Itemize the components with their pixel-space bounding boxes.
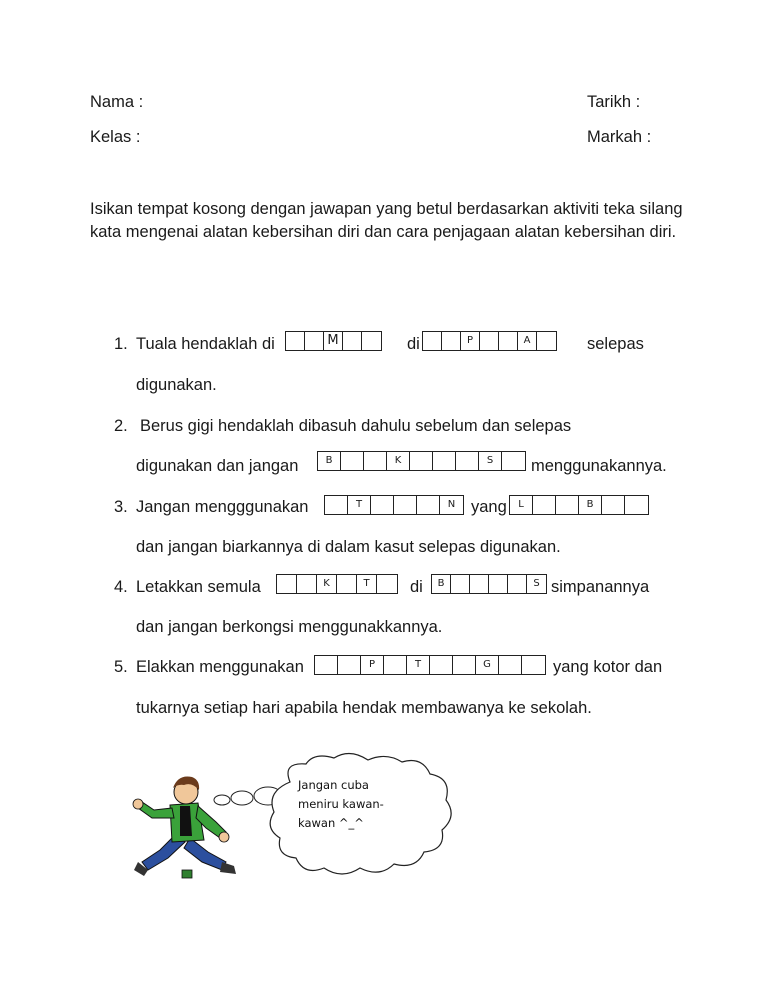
q2-text-a: Berus gigi hendaklah dibasuh dahulu sebelum dan selepas (140, 417, 572, 435)
q3-answer-boxes-2[interactable] (509, 495, 649, 515)
answer-cell[interactable]: K (317, 575, 337, 593)
marks-label: Markah : (587, 128, 652, 146)
answer-cell[interactable] (442, 332, 461, 350)
question-number-3: 3. (114, 498, 128, 516)
answer-cell[interactable] (341, 452, 364, 470)
class-label: Kelas : (90, 128, 141, 146)
bubble-line-2: meniru kawan- (298, 797, 384, 811)
q2-answer-boxes-1[interactable] (317, 451, 526, 471)
answer-cell[interactable] (537, 332, 556, 350)
answer-cell[interactable]: B (318, 452, 341, 470)
answer-cell[interactable] (277, 575, 297, 593)
bubble-line-1: Jangan cuba (298, 778, 369, 792)
answer-cell[interactable]: M (324, 332, 343, 350)
answer-cell[interactable]: P (361, 656, 384, 674)
answer-cell[interactable]: T (407, 656, 430, 674)
answer-cell[interactable]: T (357, 575, 377, 593)
q1-answer-boxes-2[interactable] (422, 331, 557, 351)
answer-cell[interactable] (499, 656, 522, 674)
answer-cell[interactable] (470, 575, 489, 593)
answer-cell[interactable] (480, 332, 499, 350)
question-number-1: 1. (114, 335, 128, 353)
answer-cell[interactable]: K (387, 452, 410, 470)
date-label: Tarikh : (587, 93, 641, 111)
answer-cell[interactable] (499, 332, 518, 350)
q5-answer-boxes-1[interactable] (314, 655, 546, 675)
q1-text-a: Tuala hendaklah di (136, 335, 275, 353)
answer-cell[interactable] (489, 575, 508, 593)
answer-cell[interactable] (456, 452, 479, 470)
answer-cell[interactable] (522, 656, 545, 674)
q1-text-c: selepas (587, 335, 644, 353)
answer-cell[interactable] (297, 575, 317, 593)
answer-cell[interactable] (417, 496, 440, 514)
answer-cell[interactable] (286, 332, 305, 350)
q5-text-a: Elakkan menggunakan (136, 658, 304, 676)
answer-cell[interactable] (305, 332, 324, 350)
answer-cell[interactable]: T (348, 496, 371, 514)
answer-cell[interactable] (315, 656, 338, 674)
instruction-text: Isikan tempat kosong dengan jawapan yang betul berdasarkan aktiviti teka silang kata mengenai alatan kebersihan diri dan cara penjagaan alatan kebersihan diri. (90, 200, 683, 241)
question-number-2: 2. (114, 417, 128, 435)
q4-answer-boxes-2[interactable] (431, 574, 547, 594)
q4-continuation: dan jangan berkongsi menggunakkannya. (136, 618, 443, 636)
answer-cell[interactable] (451, 575, 470, 593)
answer-cell[interactable]: L (510, 496, 533, 514)
q3-continuation: dan jangan biarkannya di dalam kasut selepas digunakan. (136, 538, 561, 556)
q3-text-a: Jangan mengggunakan (136, 498, 309, 516)
q5-text-b: yang kotor dan (553, 658, 663, 676)
answer-cell[interactable]: B (579, 496, 602, 514)
answer-cell[interactable] (384, 656, 407, 674)
answer-cell[interactable] (394, 496, 417, 514)
answer-cell[interactable] (377, 575, 397, 593)
answer-cell[interactable] (423, 332, 442, 350)
answer-cell[interactable] (533, 496, 556, 514)
answer-cell[interactable] (337, 575, 357, 593)
q2-continuation-b: menggunakannya. (531, 457, 667, 475)
q1-answer-boxes-1[interactable] (285, 331, 382, 351)
answer-cell[interactable] (343, 332, 362, 350)
answer-cell[interactable] (433, 452, 456, 470)
answer-cell[interactable]: G (476, 656, 499, 674)
answer-cell[interactable] (502, 452, 525, 470)
name-label: Nama : (90, 93, 144, 111)
answer-cell[interactable]: A (518, 332, 537, 350)
bubble-line-3: kawan ^_^ (298, 816, 364, 830)
answer-cell[interactable] (430, 656, 453, 674)
q4-text-c: simpanannya (551, 578, 650, 596)
answer-cell[interactable] (325, 496, 348, 514)
answer-cell[interactable]: P (461, 332, 480, 350)
answer-cell[interactable] (410, 452, 433, 470)
answer-cell[interactable] (453, 656, 476, 674)
q4-text-b: di (410, 578, 423, 596)
q4-text-a: Letakkan semula (136, 578, 261, 596)
q3-text-b: yang (471, 498, 507, 516)
question-number-4: 4. (114, 578, 128, 596)
q2-continuation-a: digunakan dan jangan (136, 457, 299, 475)
answer-cell[interactable] (362, 332, 381, 350)
q3-answer-boxes-1[interactable] (324, 495, 464, 515)
q4-answer-boxes-1[interactable] (276, 574, 398, 594)
answer-cell[interactable] (556, 496, 579, 514)
answer-cell[interactable] (508, 575, 527, 593)
answer-cell[interactable] (602, 496, 625, 514)
q1-text-b: di (407, 335, 420, 353)
answer-cell[interactable] (364, 452, 387, 470)
q5-continuation: tukarnya setiap hari apabila hendak membawanya ke sekolah. (136, 699, 592, 717)
answer-cell[interactable] (625, 496, 648, 514)
answer-cell[interactable]: B (432, 575, 451, 593)
question-number-5: 5. (114, 658, 128, 676)
answer-cell[interactable]: N (447, 499, 456, 510)
answer-cell[interactable]: S (479, 452, 502, 470)
q1-continuation: digunakan. (136, 376, 217, 394)
answer-cell[interactable]: S (533, 578, 540, 589)
answer-cell[interactable] (371, 496, 394, 514)
answer-cell[interactable] (338, 656, 361, 674)
